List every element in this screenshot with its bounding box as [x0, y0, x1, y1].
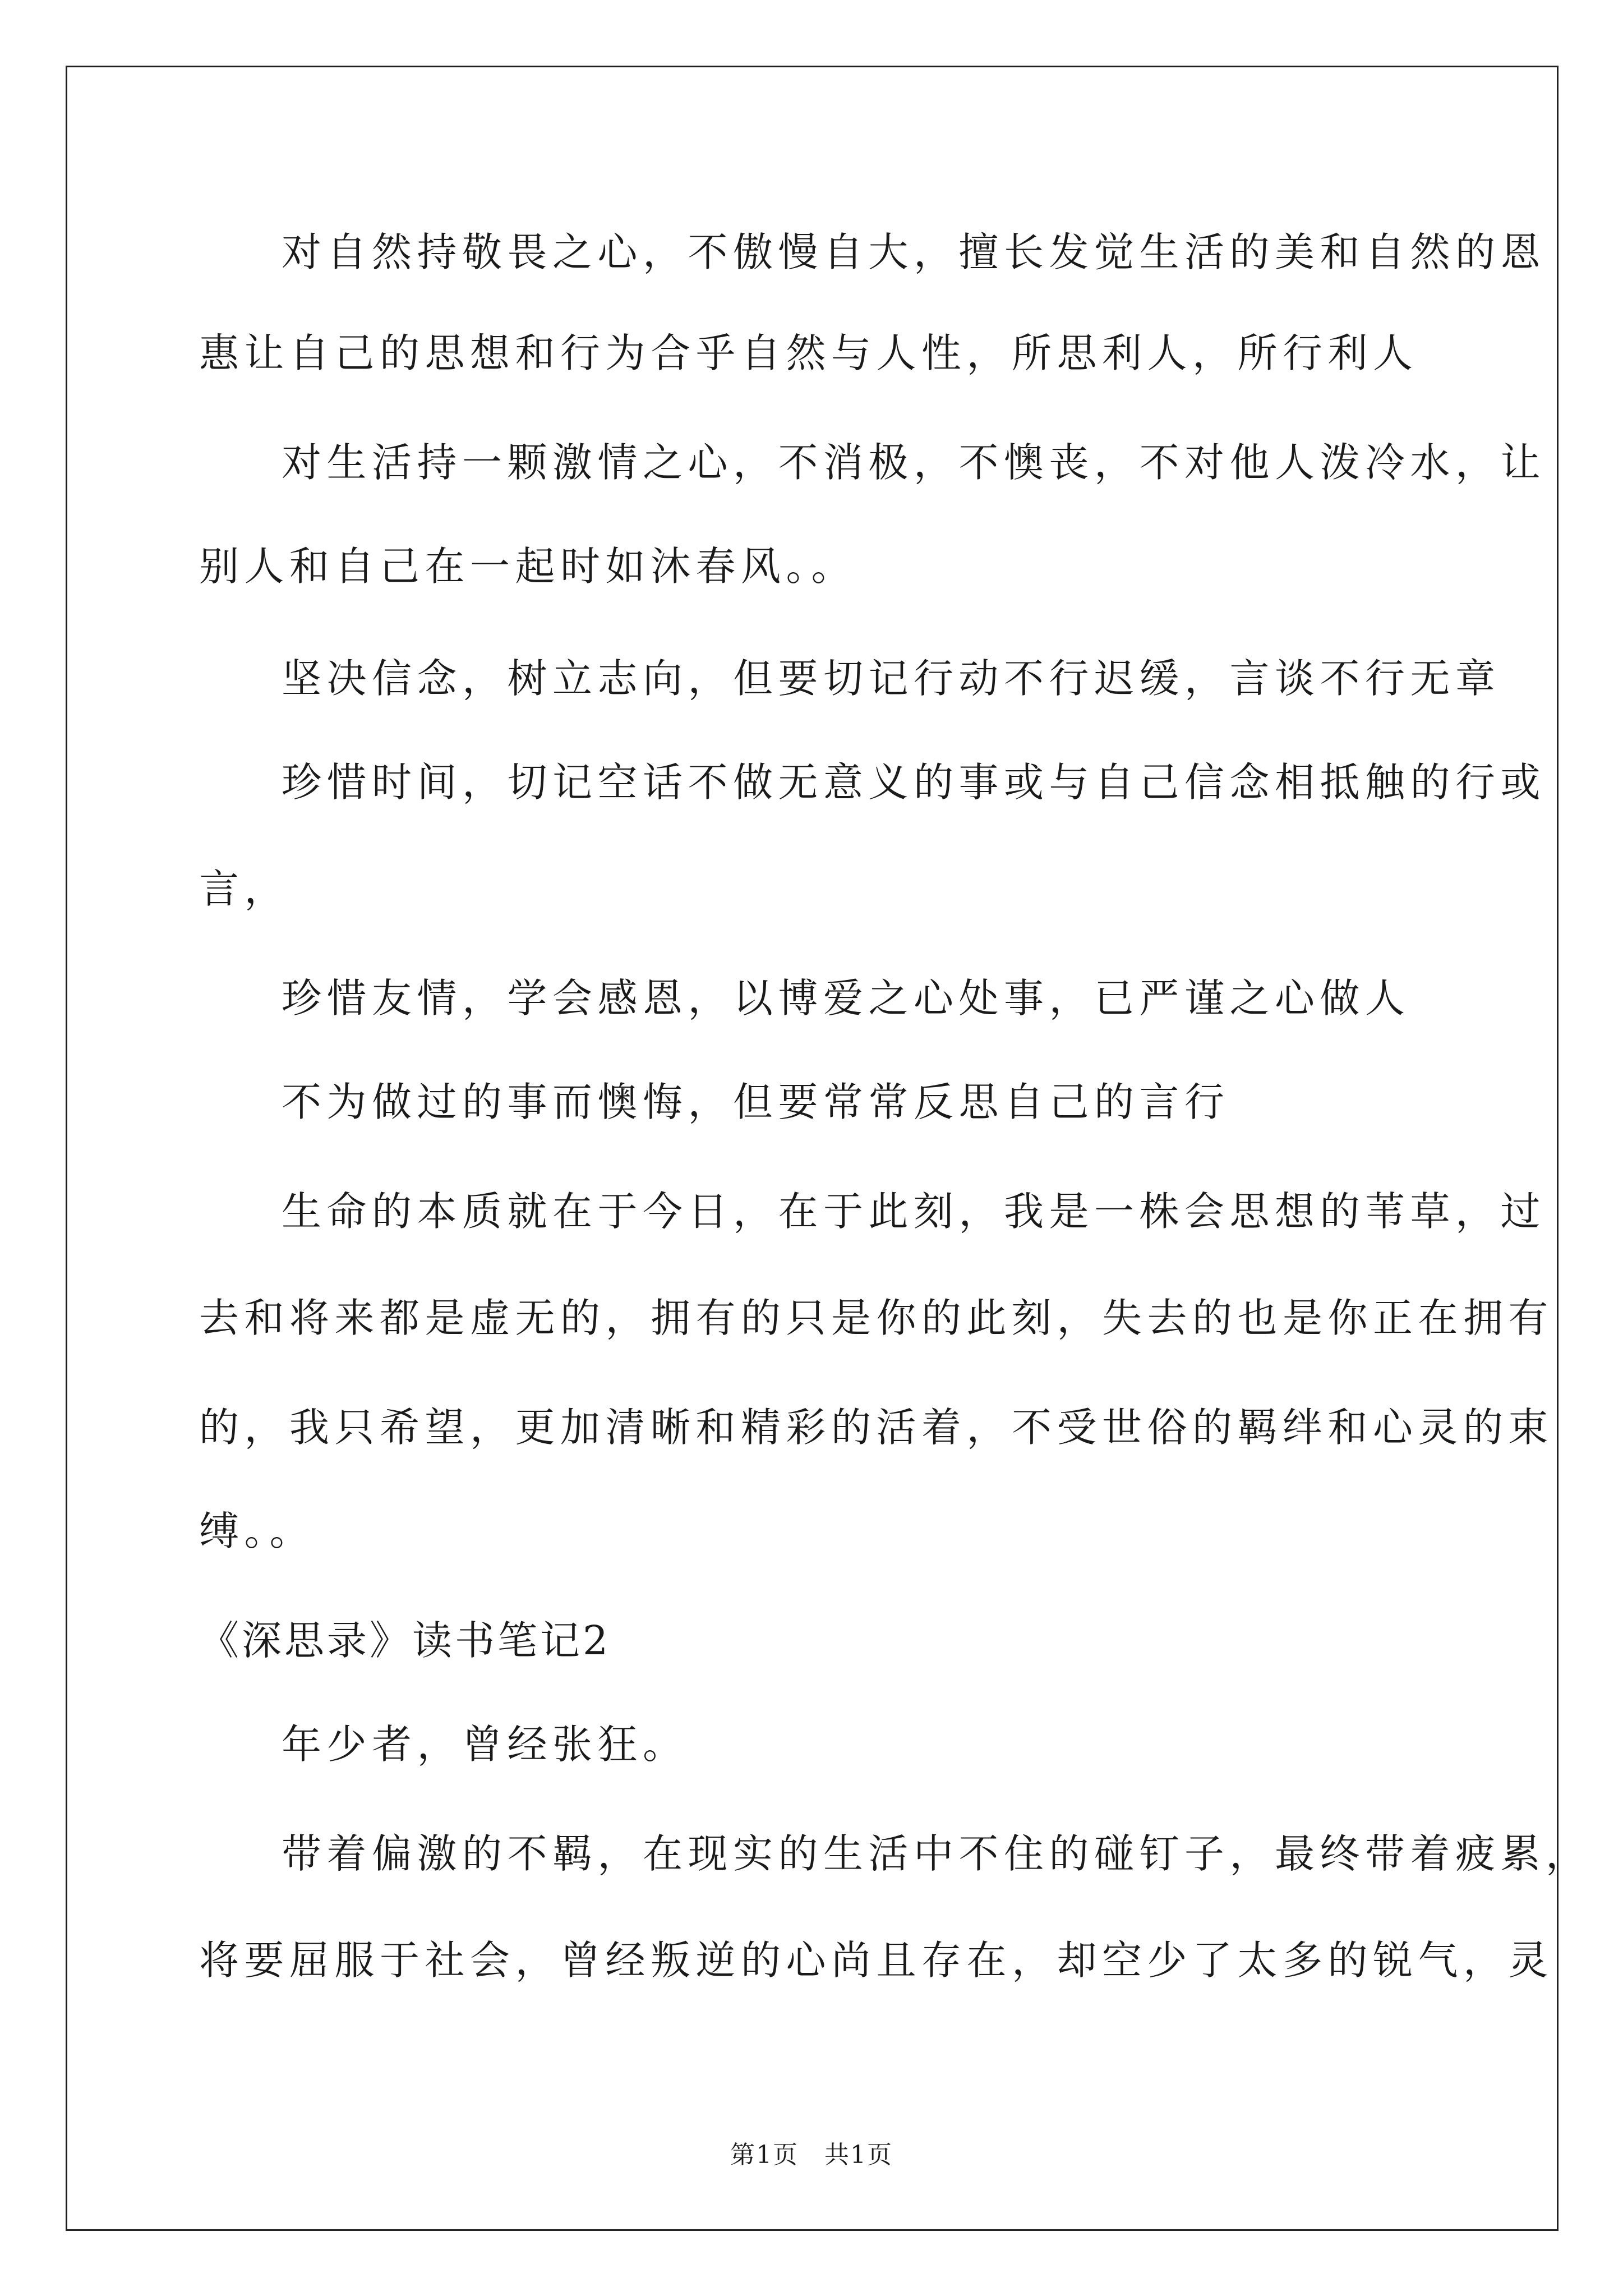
paragraph-line: 带着偏激的不羁，在现实的生活中不住的碰钉子，最终带着疲累，	[282, 1830, 1591, 1877]
paragraph-line: 对自然持敬畏之心，不傲慢自大，擅长发觉生活的美和自然的恩	[282, 229, 1546, 275]
paragraph-line: 珍惜时间，切记空话不做无意义的事或与自己信念相抵触的行或	[282, 759, 1546, 806]
paragraph-line: 年少者，曾经张狂。	[282, 1721, 688, 1768]
section-heading: 《深思录》读书笔记2	[199, 1617, 611, 1664]
paragraph-line: 的，我只希望，更加清晰和精彩的活着，不受世俗的羁绊和心灵的束	[199, 1404, 1554, 1451]
paragraph-line: 不为做过的事而懊悔，但要常常反思自己的言行	[282, 1079, 1230, 1125]
paragraph-line: 缚。。	[199, 1508, 315, 1554]
paragraph-line: 言，	[199, 866, 290, 912]
paragraph-line: 生命的本质就在于今日，在于此刻，我是一株会思想的苇草，过	[282, 1188, 1546, 1235]
page-border	[66, 66, 1559, 2231]
paragraph-line: 对生活持一颗激情之心，不消极，不懊丧，不对他人泼冷水，让	[282, 439, 1546, 486]
page-number-footer: 第1页 共1页	[730, 2141, 893, 2169]
paragraph-line: 将要屈服于社会，曾经叛逆的心尚且存在，却空少了太多的锐气，灵	[199, 1937, 1554, 1984]
paragraph-line: 别人和自己在一起时如沐春风。。	[199, 543, 857, 590]
paragraph-line: 坚决信念，树立志向，但要切记行动不行迟缓，言谈不行无章	[282, 655, 1501, 702]
paragraph-line: 惠让自己的思想和行为合乎自然与人性，所思利人，所行利人	[199, 330, 1418, 376]
paragraph-line: 去和将来都是虚无的，拥有的只是你的此刻，失去的也是你正在拥有	[199, 1295, 1554, 1341]
paragraph-line: 珍惜友情，学会感恩，以博爱之心处事，已严谨之心做人	[282, 975, 1410, 1022]
